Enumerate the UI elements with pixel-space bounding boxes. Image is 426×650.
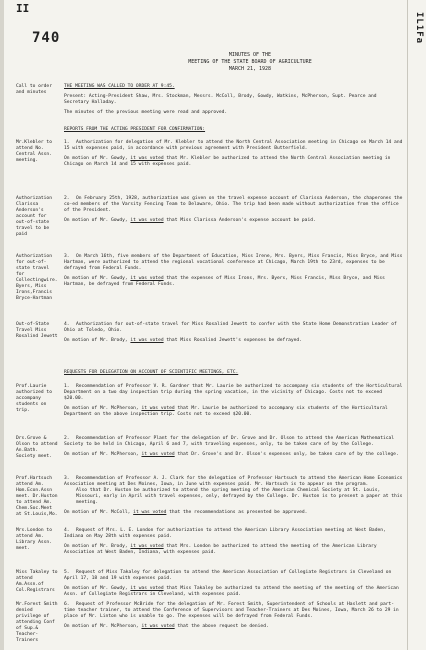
present-list: Present: Acting-President Shaw, Mrs. Stockman, Messrs. McColl, Brody, Gowdy, Watkins, McPherson, Supt. Pearce and Secretary Halladay. <box>64 94 377 105</box>
item-body <box>64 384 404 418</box>
motion-voted: it was voted <box>141 624 175 629</box>
item-body <box>64 254 404 288</box>
item-paragraph <box>64 528 404 540</box>
motion-voted: it was voted <box>130 338 164 343</box>
motion-voted: it was voted <box>130 544 164 549</box>
item-text: Request of Miss Takaley for delegation to attend the American Association of Collegiate Registrars in Cleveland on April 17, 18 and 19 with expenses paid. <box>64 570 392 581</box>
motion-mover: On motion of Mr. McPherson, <box>64 406 139 411</box>
motion-mover: On motion of Mr. McPherson, <box>64 452 139 457</box>
opening-side-note: Call to order and minutes <box>16 84 52 95</box>
item-motion <box>64 452 404 458</box>
item-number: 1. <box>64 140 70 145</box>
item-side-note: Authorization Clarissa Anderson's account for out-of-state travel to be paid <box>16 196 52 237</box>
section-heading-confirmation: REPORTS FROM THE ACTING PRESIDENT FOR CONFIRMATION: <box>64 127 206 132</box>
motion-voted: it was voted <box>141 452 175 457</box>
motion-result: that Miss Takaley be authorized to attend the meeting of the meeting of the American Assn. of Collegiate Registrars in Cleveland, with expenses paid. <box>64 586 399 597</box>
item-body <box>64 196 404 224</box>
item-text: Authorization for delegation of Mr. Klebler to attend the North Central Association meeting in Chicago on March 14 and 15 with expenses paid, in accordance with previous agreement with President Butterfield. <box>64 140 403 151</box>
motion-result: that the above request be denied. <box>177 624 269 629</box>
minutes-header <box>150 52 350 73</box>
item-paragraph <box>64 436 404 448</box>
item-paragraph <box>64 570 404 582</box>
opening-text <box>64 84 404 116</box>
item-number: 4. <box>64 322 70 327</box>
item-body <box>64 476 404 516</box>
motion-result: that Mr. Klebler be authorized to attend the North Central Association meeting in Chicago on March 14 and 15 with expenses paid. <box>64 156 391 167</box>
item-motion <box>64 624 404 630</box>
item-number: 1. <box>64 384 70 389</box>
item-paragraph <box>64 196 404 214</box>
page-number: 740 <box>32 30 61 46</box>
call-to-order: THE MEETING WAS CALLED TO ORDER AT 9:45. <box>64 84 175 89</box>
header-line-2: MEETING OF THE STATE BOARD OF AGRICULTURE <box>188 59 312 65</box>
motion-voted: it was voted <box>130 156 164 161</box>
item-motion <box>64 156 404 168</box>
item-extra: Also that Dr. Huston be authorized to attend the spring meeting of the American Chemical Society at St. Louis, Missouri, early in April with travel expenses, only, defrayed by the College. Dr. Huston is to present a paper at this meeting. <box>76 488 403 505</box>
item-number: 2. <box>64 196 70 201</box>
item-paragraph <box>64 140 404 152</box>
item-side-note: Mrs.London to attend Am. Library Assn. meet. <box>16 528 52 551</box>
motion-result: that Miss Rosalind Jewett's expenses be defrayed. <box>166 338 302 343</box>
item-side-note: Drs.Grove & Olson to attend An.Bath. Society meet. <box>16 436 58 459</box>
item-motion <box>64 544 404 556</box>
motion-mover: On motion of Mr. Gowdy, <box>64 276 128 281</box>
item-motion <box>64 510 404 516</box>
item-side-note: Prof.Laurie authorized to accompany students on trip. <box>16 384 52 413</box>
item-number: 3. <box>64 476 70 481</box>
item-side-note: Out-of-State Travel Miss Rosalind Jewett <box>16 322 58 339</box>
edge-tag: IL1Fa <box>414 12 424 45</box>
motion-voted: it was voted <box>141 406 175 411</box>
motion-voted: it was voted <box>133 510 167 515</box>
item-text: Recommendation of Professor V. R. Gardner that Mr. Laurie be authorized to accompany six students of the Horticultural Department on a two day inspection trip during the spring vacation, in the vicinity of Chicago. Costs not to exceed $20.00. <box>64 384 403 401</box>
item-text: On February 25th, 1928, authorization was given on the travel expense account of Clarissa Anderson, the chaperones the co-ed members of the Varsity Fencing Team to Delaware, Ohio. The trip had been made without authorization from the office of the President. <box>64 196 403 213</box>
item-text: On March 16th, five members of the Department of Education, Miss Irene, Mrs. Byers, Miss Francis, Miss Bryce, and Miss Hartman, were authorized to attend the regional vocational conference at Chicago, March 19th to 23rd, expenses to be defrayed from Federal Funds. <box>64 254 403 271</box>
item-number: 4. <box>64 528 70 533</box>
item-side-note: Prof.Hartsuch attend Am. Hom.Econ.Assn meet. Dr.Huston to attend Am. Chem.Soc.Meet at St.Louis,Mo. <box>16 476 58 517</box>
motion-mover: On motion of Mr. Brody, <box>64 544 128 549</box>
item-number: 6. <box>64 602 70 607</box>
motion-mover: On motion of Mr. Brody, <box>64 338 128 343</box>
motion-mover: On motion of Mr. Gowdy, <box>64 586 128 591</box>
item-paragraph <box>64 476 404 488</box>
tab-mark: II <box>16 2 30 15</box>
motion-mover: On motion of Mr. Gowdy, <box>64 156 128 161</box>
motion-result: that Mrs. London be authorized to attend the meeting of the American Library Association at West Baden, Indiana, with expenses paid. <box>64 544 377 555</box>
item-number: 3. <box>64 254 70 259</box>
motion-result: that the expenses of Miss Irons, Mrs. Byers, Miss Francis, Miss Bryce, and Miss Hartman, be defrayed from Federal Funds. <box>64 276 385 287</box>
item-body <box>64 528 404 556</box>
motion-result: that Miss Clarissa Anderson's expense account be paid. <box>166 218 316 223</box>
header-line-1: MINUTES OF THE <box>228 52 272 58</box>
item-body <box>64 436 404 458</box>
item-body <box>64 602 404 630</box>
motion-mover: On motion of Mr. McPherson, <box>64 624 139 629</box>
right-margin-rule <box>407 0 408 650</box>
motion-mover: On motion of Mr. Gowdy, <box>64 218 128 223</box>
header-line-3: MARCH 21, 1928 <box>228 66 272 72</box>
item-paragraph <box>64 254 404 272</box>
item-text: Authorization for out-of-state travel for Miss Rosalind Jewett to confer with the State Home Demonstration Leader of Ohio at Toledo, Ohio. <box>64 322 397 333</box>
item-paragraph <box>64 602 404 620</box>
item-motion <box>64 276 404 288</box>
motion-result: that Dr. Grove's and Dr. Olson's expenses only, be taken care of by the college. <box>177 452 399 457</box>
section-heading-delegation: REQUESTS FOR DELEGATION ON ACCOUNT OF SCIENTIFIC MEETINGS, ETC. <box>64 370 239 375</box>
item-body <box>64 140 404 168</box>
item-number: 5. <box>64 570 70 575</box>
item-motion <box>64 586 404 598</box>
item-text: Request of Mrs. L. E. London for authorization to attend the American Library Association meeting at West Baden, Indiana on May 28th with expenses paid. <box>64 528 386 539</box>
item-body <box>64 322 404 344</box>
item-body <box>64 570 404 598</box>
item-text: Recommendation of Professor A. J. Clark for the delegation of Professor Hartsuch to attend the American Home Economics Association meeting at Des Moines, Iowa, in June with expenses paid. Mr. Hartsuch is to appear on the program. <box>64 476 403 487</box>
motion-result: that the recommendations as presented be approved. <box>169 510 308 515</box>
item-text: Request of Professor McBride for the delegation of Mr. Forest Smith, Superintendent of Schools at Haslett and part-time teacher trainer, to attend the Conference of Supervisors and Teacher-Trainers at Des Moines, Iowa, March 26 to 29 in place of Mr. Linton who is unable to go. The expenses will be defrayed from Federal Funds. <box>64 602 399 619</box>
item-side-note: Mr.Klebler to attend No. Central Assn. meeting. <box>16 140 52 163</box>
item-side-note: Mr.Forest Smith denied privilege of attending Conf of Sup.& Teacher-Trainers <box>16 602 58 643</box>
minutes-approved: The minutes of the previous meeting were read and approved. <box>64 110 228 115</box>
item-motion <box>64 406 404 418</box>
motion-voted: it was voted <box>130 276 164 281</box>
item-text: Recommendation of Professor Plant for the delegation of Dr. Grove and Dr. Olson to attend the American Mathematical Society to be held in Chicago, April 6 and 7, with traveling expenses, only, to be taken care of by the College. <box>64 436 395 447</box>
item-paragraph <box>64 384 404 402</box>
item-side-note: Miss Takaley to attend Am.Assn.of Col.Registrars <box>16 570 58 593</box>
item-motion <box>64 218 404 224</box>
item-side-note: Authorization for out-of-state travel for Collectingwire. Byers, Miss Irons,Francis Bryce-Hartman <box>16 254 58 301</box>
item-number: 2. <box>64 436 70 441</box>
item-paragraph <box>64 322 404 334</box>
motion-voted: it was voted <box>130 586 164 591</box>
motion-voted: it was voted <box>130 218 164 223</box>
motion-mover: On motion of Mr. McColl, <box>64 510 131 515</box>
binding-edge <box>0 0 4 650</box>
motion-result: that Mr. Laurie be authorized to accompany six students of the Horticultural Department on the above inspection trip. Costs not to exceed $20.00. <box>64 406 388 417</box>
item-motion <box>64 338 404 344</box>
